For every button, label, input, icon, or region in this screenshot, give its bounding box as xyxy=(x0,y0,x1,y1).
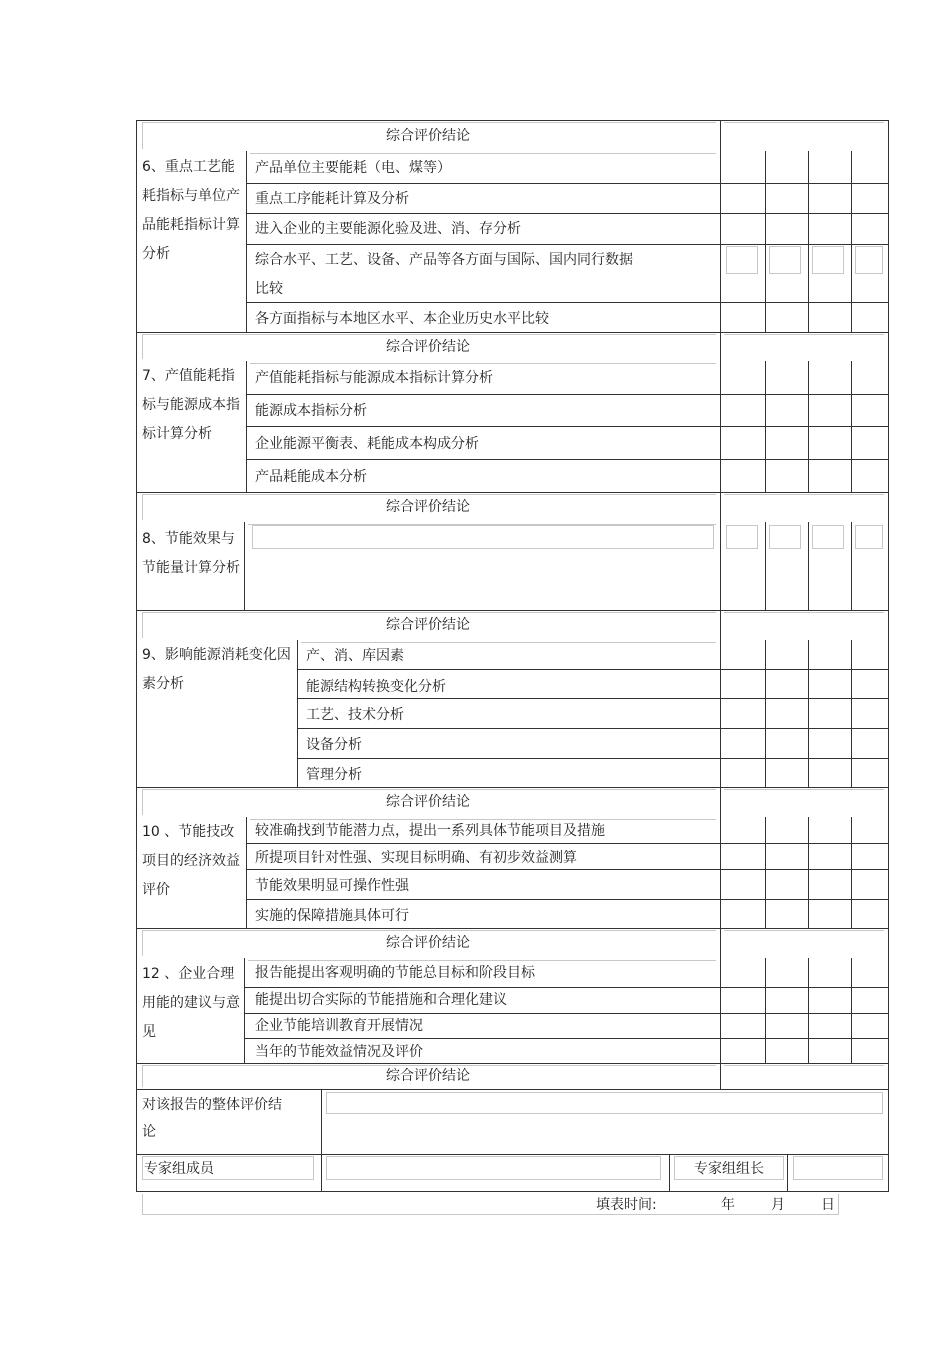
item-text: 所提项目针对性强、实现目标明确、有初步效益测算 xyxy=(255,850,577,866)
item-text: 产品单位主要能耗（电、煤等） xyxy=(255,160,451,176)
rule-vertical xyxy=(720,492,721,522)
item-text: 能源成本指标分析 xyxy=(255,403,367,419)
rule-vertical xyxy=(321,1089,322,1154)
rule-vertical xyxy=(720,151,721,332)
item-text: 企业能源平衡表、耗能成本构成分析 xyxy=(255,436,479,452)
category-label: 6、重点工艺能耗指标与单位产品能耗指标计算分析 xyxy=(142,159,240,262)
rule-vertical xyxy=(808,151,809,332)
rule-horizontal xyxy=(136,610,888,611)
category-label: 9、影响能源消耗变化因素分析 xyxy=(142,647,291,692)
overall-entry-box[interactable] xyxy=(326,1092,883,1114)
rule-vertical xyxy=(720,1063,721,1089)
rule-vertical xyxy=(808,817,809,928)
month-label: 月 xyxy=(771,1197,785,1213)
item-text: 管理分析 xyxy=(306,767,362,783)
rule-vertical xyxy=(851,817,852,928)
rule-vertical xyxy=(765,958,766,1063)
conclusion-label: 综合评价结论 xyxy=(386,617,470,633)
rule-vertical xyxy=(321,1154,322,1192)
rule-vertical xyxy=(142,789,143,815)
rule-vertical xyxy=(720,120,721,151)
rule-horizontal xyxy=(246,843,888,844)
rule-horizontal xyxy=(136,1089,888,1090)
item-text: 报告能提出客观明确的节能总目标和阶段目标 xyxy=(255,965,535,981)
rule-vertical xyxy=(136,120,137,1192)
rule-vertical xyxy=(720,332,721,361)
rule-horizontal xyxy=(724,494,884,495)
rule-vertical xyxy=(720,522,721,610)
item-text: 产、消、库因素 xyxy=(306,648,404,664)
rule-vertical xyxy=(142,1065,143,1087)
rule-vertical xyxy=(787,1154,788,1192)
rule-vertical xyxy=(142,1194,143,1214)
item-text: 进入企业的主要能源化验及进、消、存分析 xyxy=(255,221,521,237)
rule-horizontal xyxy=(297,698,888,699)
rule-horizontal xyxy=(136,928,888,929)
score-box[interactable] xyxy=(769,525,801,549)
rule-horizontal xyxy=(142,494,716,495)
item-text: 综合水平、工艺、设备、产品等各方面与国际、国内同行数据 xyxy=(255,252,633,268)
category-label: 10 、节能技改项目的经济效益评价 xyxy=(142,824,240,898)
rule-horizontal xyxy=(246,426,888,427)
rule-vertical xyxy=(246,817,247,928)
rule-vertical xyxy=(244,522,245,610)
rule-vertical xyxy=(851,151,852,332)
rule-vertical xyxy=(851,958,852,1063)
rule-horizontal xyxy=(136,1154,888,1155)
item-text: 设备分析 xyxy=(306,737,362,753)
rule-horizontal xyxy=(724,612,884,613)
rule-vertical xyxy=(669,1154,670,1192)
rule-horizontal xyxy=(244,1013,888,1014)
leader-label: 专家组组长 xyxy=(694,1161,764,1177)
leader-entry-box[interactable] xyxy=(793,1156,883,1180)
rule-horizontal xyxy=(142,122,716,123)
rule-horizontal xyxy=(246,244,888,245)
rule-vertical xyxy=(720,640,721,787)
rule-horizontal xyxy=(297,728,888,729)
rule-vertical xyxy=(765,817,766,928)
rule-vertical xyxy=(851,522,852,610)
score-box[interactable] xyxy=(726,525,758,549)
rule-horizontal xyxy=(142,334,716,335)
rule-vertical xyxy=(851,640,852,787)
item-text: 比较 xyxy=(255,281,283,297)
rule-vertical xyxy=(142,122,143,149)
item-text: 实施的保障措施具体可行 xyxy=(255,908,409,924)
item-text: 能源结构转换变化分析 xyxy=(306,679,446,695)
rule-horizontal xyxy=(724,1065,884,1066)
rule-vertical xyxy=(297,640,298,787)
rule-horizontal xyxy=(136,492,888,493)
score-box[interactable] xyxy=(855,246,883,274)
score-box[interactable] xyxy=(769,246,801,274)
rule-vertical xyxy=(142,334,143,359)
rule-vertical xyxy=(838,1194,839,1214)
rule-horizontal xyxy=(301,642,716,643)
conclusion-label: 综合评价结论 xyxy=(386,794,470,810)
item-text: 能提出切合实际的节能措施和合理化建议 xyxy=(255,992,507,1008)
entry-box[interactable] xyxy=(252,525,714,549)
rule-vertical xyxy=(142,612,143,638)
rule-horizontal xyxy=(142,930,716,931)
rule-horizontal xyxy=(250,819,716,820)
score-box[interactable] xyxy=(812,246,844,274)
rule-vertical xyxy=(720,817,721,928)
item-text: 产值能耗指标与能源成本指标计算分析 xyxy=(255,370,493,386)
item-text: 产品耗能成本分析 xyxy=(255,469,367,485)
rule-horizontal xyxy=(724,122,884,123)
score-box[interactable] xyxy=(855,525,883,549)
rule-horizontal xyxy=(136,120,888,121)
rule-horizontal xyxy=(142,612,716,613)
day-label: 日 xyxy=(821,1197,835,1213)
rule-vertical xyxy=(765,151,766,332)
members-label: 专家组成员 xyxy=(144,1161,214,1177)
rule-horizontal xyxy=(724,789,884,790)
category-label: 8、节能效果与节能量计算分析 xyxy=(142,531,240,576)
rule-vertical xyxy=(808,640,809,787)
rule-horizontal xyxy=(246,394,888,395)
rule-horizontal xyxy=(248,960,716,961)
rule-vertical xyxy=(765,640,766,787)
rule-vertical xyxy=(888,120,889,1192)
conclusion-label: 综合评价结论 xyxy=(386,339,470,355)
rule-horizontal xyxy=(136,1191,889,1192)
rule-horizontal xyxy=(142,1214,839,1215)
rule-horizontal xyxy=(136,332,888,333)
rule-vertical xyxy=(808,522,809,610)
rule-vertical xyxy=(142,494,143,520)
item-text: 较准确找到节能潜力点，提出一系列具体节能项目及措施 xyxy=(255,823,605,839)
category-label: 12 、企业合理用能的建议与意见 xyxy=(142,966,240,1040)
rule-horizontal xyxy=(724,930,884,931)
rule-horizontal xyxy=(246,302,888,303)
rule-vertical xyxy=(246,151,247,332)
members-entry-box[interactable] xyxy=(326,1156,661,1180)
overall-label: 论 xyxy=(142,1124,156,1140)
rule-horizontal xyxy=(136,1063,888,1064)
rule-horizontal xyxy=(246,183,888,184)
score-box[interactable] xyxy=(812,525,844,549)
item-text: 各方面指标与本地区水平、本企业历史水平比较 xyxy=(255,311,549,327)
rule-vertical xyxy=(720,958,721,1063)
rule-horizontal xyxy=(136,787,888,788)
item-text: 重点工序能耗计算及分析 xyxy=(255,191,409,207)
rule-horizontal xyxy=(724,334,884,335)
rule-vertical xyxy=(720,787,721,817)
category-label: 7、产值能耗指标与能源成本指标计算分析 xyxy=(142,368,240,442)
conclusion-label: 综合评价结论 xyxy=(386,935,470,951)
rule-vertical xyxy=(142,930,143,956)
rule-horizontal xyxy=(244,1038,888,1039)
fill-date-label: 填表时间: xyxy=(596,1197,657,1213)
rule-horizontal xyxy=(250,363,716,364)
rule-vertical xyxy=(720,610,721,640)
conclusion-label: 综合评价结论 xyxy=(386,1068,470,1084)
item-text: 当年的节能效益情况及评价 xyxy=(255,1044,423,1060)
overall-label: 对该报告的整体评价结 xyxy=(142,1097,282,1113)
rule-horizontal xyxy=(297,669,888,670)
rule-vertical xyxy=(808,958,809,1063)
rule-horizontal xyxy=(246,213,888,214)
rule-horizontal xyxy=(142,1065,716,1066)
rule-vertical xyxy=(765,522,766,610)
rule-vertical xyxy=(244,958,245,1063)
item-text: 企业节能培训教育开展情况 xyxy=(255,1018,423,1034)
rule-horizontal xyxy=(246,899,888,900)
rule-horizontal xyxy=(246,869,888,870)
rule-horizontal xyxy=(142,789,716,790)
conclusion-label: 综合评价结论 xyxy=(386,128,470,144)
rule-horizontal xyxy=(297,758,888,759)
rule-horizontal xyxy=(246,459,888,460)
rule-vertical xyxy=(720,928,721,958)
item-text: 节能效果明显可操作性强 xyxy=(255,878,409,894)
rule-horizontal xyxy=(244,987,888,988)
conclusion-label: 综合评价结论 xyxy=(386,499,470,515)
rule-horizontal xyxy=(250,153,716,154)
year-label: 年 xyxy=(721,1197,735,1213)
score-box[interactable] xyxy=(726,246,758,274)
item-text: 工艺、技术分析 xyxy=(306,707,404,723)
